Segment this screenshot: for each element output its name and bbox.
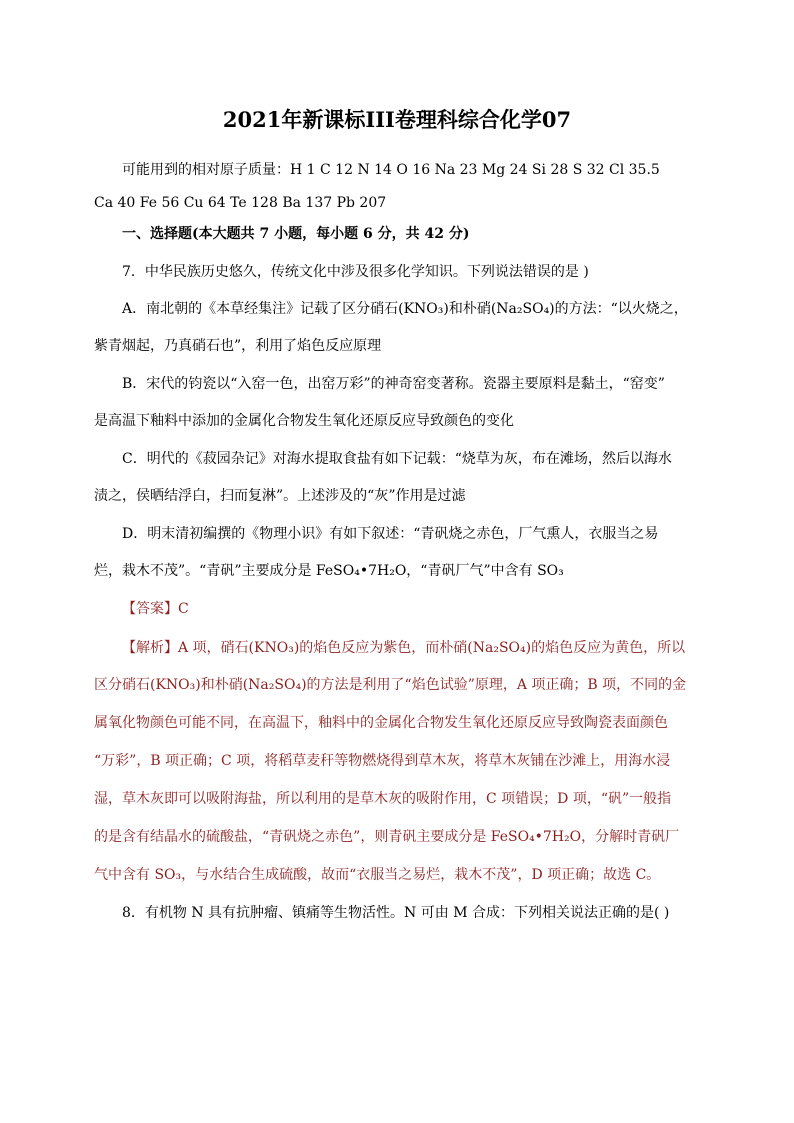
question-7-option-a-cont: 紫青烟起，乃真硝石也”，利用了焰色反应原理 <box>94 338 382 354</box>
section-heading: 一、选择题(本大题共 7 小题，每小题 6 分，共 42 分) <box>122 226 470 242</box>
question-7-option-d: D．明末清初编撰的《物理小识》有如下叙述：“青矾烧之赤色，厂气熏人，衣服当之易 <box>122 526 659 542</box>
question-7-analysis: 【解析】A 项，硝石(KNO₃)的焰色反应为紫色，而朴硝(Na₂SO₄)的焰色反应为黄色，所以 <box>122 640 686 656</box>
question-7-option-c-cont: 渍之，侯晒结浮白，扫而复淋”。上述涉及的“灰”作用是过滤 <box>94 488 466 504</box>
question-7-analysis: 气中含有 SO₃，与水结合生成硫酸，故而“衣服当之易烂，栽木不茂”，D 项正确；故选 C。 <box>94 867 661 883</box>
question-7-analysis: 湿，草木灰即可以吸附海盐，所以利用的是草木灰的吸附作用，C 项错误；D 项，“矾”一般指 <box>94 791 672 807</box>
question-7-answer: 【答案】C <box>122 601 189 617</box>
question-7-analysis: 区分硝石(KNO₃)和朴硝(Na₂SO₄)的方法是利用了“焰色试验”原理，A 项正确；B 项，不同的金 <box>94 677 687 693</box>
question-7-stem: 7．中华民族历史悠久，传统文化中涉及很多化学知识。下列说法错误的是 ) <box>122 264 589 280</box>
page-title: 2021年新课标III卷理科综合化学07 <box>222 107 572 132</box>
question-8-stem: 8．有机物 N 具有抗肿瘤、镇痛等生物活性。N 可由 M 合成：下列相关说法正确的是( ) <box>122 905 670 921</box>
atomic-masses-line-2: Ca 40 Fe 56 Cu 64 Te 128 Ba 137 Pb 207 <box>94 195 387 211</box>
question-7-option-b-cont: 是高温下釉料中添加的金属化合物发生氧化还原反应导致颜色的变化 <box>94 413 514 429</box>
question-7-option-a: A．南北朝的《本草经集注》记载了区分硝石(KNO₃)和朴硝(Na₂SO₄)的方法：“以火烧之， <box>122 301 688 317</box>
question-7-option-d-cont: 烂，栽木不茂”。“青矾”主要成分是 FeSO₄•7H₂O，“青矾厂气”中含有 SO₃ <box>94 563 564 579</box>
question-7-option-c: C．明代的《菽园杂记》对海水提取食盐有如下记载：“烧草为灰，布在滩场，然后以海水 <box>122 451 672 467</box>
question-7-option-b: B．宋代的钧瓷以“入窑一色，出窑万彩”的神奇窑变著称。瓷器主要原料是黏土，“窑变” <box>122 376 665 392</box>
atomic-masses-line-1: 可能用到的相对原子质量：H 1 C 12 N 14 O 16 Na 23 Mg 24 Si 28 S 32 Cl 35.5 <box>122 162 660 178</box>
question-7-analysis: “万彩”，B 项正确；C 项，将稻草麦秆等物燃烧得到草木灰，将草木灰铺在沙滩上，用海水浸 <box>94 753 671 769</box>
question-7-analysis: 的是含有结晶水的硫酸盐，“青矾烧之赤色”，则青矾主要成分是 FeSO₄•7H₂O，分解时青矾厂 <box>94 829 680 845</box>
question-7-analysis: 属氧化物颜色可能不同，在高温下，釉料中的金属化合物发生氧化还原反应导致陶瓷表面颜色 <box>94 715 668 731</box>
